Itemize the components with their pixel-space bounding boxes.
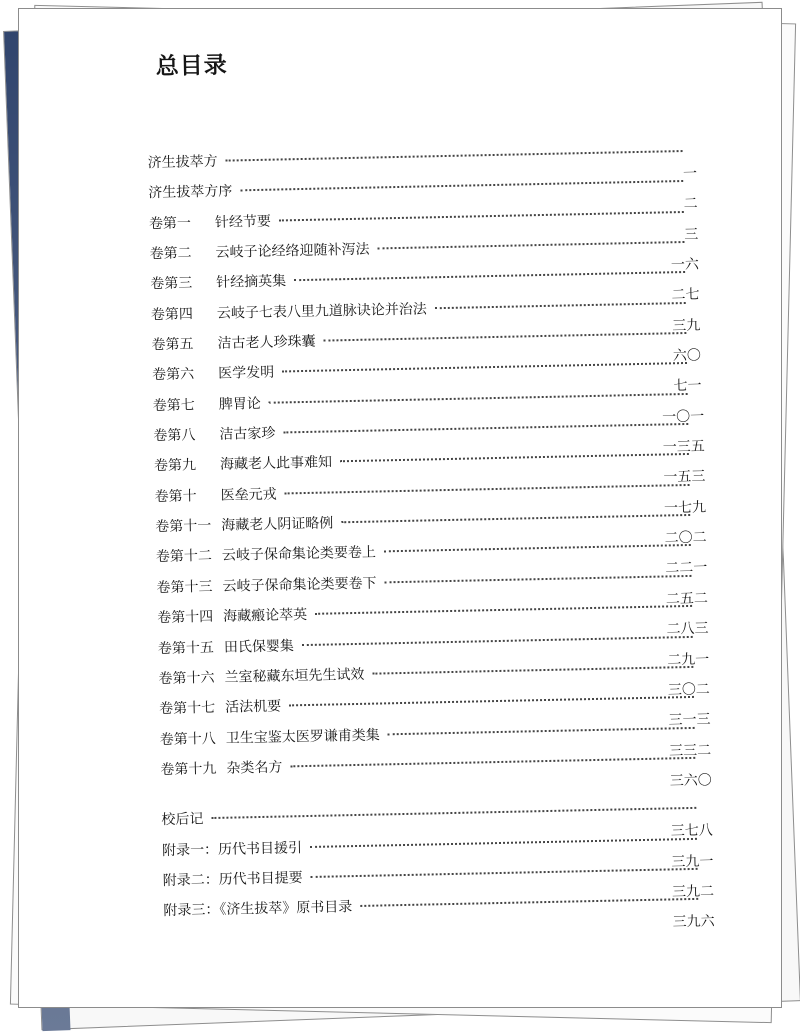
toc-dot-leader <box>289 696 694 706</box>
toc-page-number: 三 <box>684 226 699 243</box>
toc-dot-leader <box>315 605 692 615</box>
toc-entry-title: 田氏保婴集 <box>223 637 295 656</box>
toc-dot-leader <box>323 332 686 342</box>
toc-entry-title: 济生拔萃方 <box>147 153 218 172</box>
toc-entry-heading <box>161 810 203 829</box>
toc-dot-leader <box>372 666 693 675</box>
toc-entry-heading <box>153 395 261 415</box>
toc-entry-title: 兰室秘藏东垣先生试效 <box>224 666 365 686</box>
toc-entry-heading <box>153 425 275 446</box>
toc-page-number: 一七九 <box>663 499 707 517</box>
toc-entry-title: 医垒元戎 <box>220 486 277 504</box>
toc-entry-title: 云岐子七表八里九道脉诀论并治法 <box>216 301 427 322</box>
toc-entry-title: 卫生宝鉴太医罗谦甫类集 <box>225 727 380 747</box>
toc-entry-heading <box>160 726 380 749</box>
toc-entry-title: 针经摘英集 <box>216 273 287 292</box>
toc-page-number: 二五二 <box>665 590 709 608</box>
toc-entry-title: 活法机要 <box>224 698 282 716</box>
toc-dot-leader <box>285 484 690 494</box>
toc-dot-leader <box>340 453 689 462</box>
toc-dot-leader <box>279 211 684 221</box>
toc-entry-heading <box>160 758 282 779</box>
toc-dot-leader <box>294 271 685 281</box>
toc-volume-number: 卷第十 <box>154 488 197 505</box>
toc-entry-title: 校后记 <box>161 811 204 829</box>
toc-page-number: 三九 <box>672 317 701 334</box>
toc-entry-heading <box>163 898 352 920</box>
toc-entry-title: 云岐子保命集论类要卷上 <box>221 545 377 565</box>
toc-entry-heading <box>148 153 218 172</box>
toc-volume-number: 卷第六 <box>151 366 195 384</box>
table-of-contents <box>147 143 715 933</box>
toc-volume-number: 卷第十八 <box>159 730 216 748</box>
contents-page <box>18 8 782 1008</box>
toc-volume-number: 卷第十五 <box>157 639 215 657</box>
toc-entry-heading <box>154 454 332 476</box>
toc-dot-leader <box>360 898 698 907</box>
toc-page-number: 三九一 <box>671 853 714 870</box>
toc-volume-number: 卷第九 <box>153 457 197 475</box>
toc-dot-leader <box>388 726 695 734</box>
toc-page-number: 二七 <box>671 287 700 304</box>
toc-page-number: 二二一 <box>665 560 708 577</box>
toc-volume-number: 卷第四 <box>150 306 194 323</box>
contents-page-body <box>18 8 782 1008</box>
toc-page-number: 七一 <box>673 378 702 395</box>
toc-entry-heading <box>158 666 364 688</box>
toc-entry-title: 脾胃论 <box>218 395 261 413</box>
toc-dot-leader <box>290 757 695 767</box>
toc-entry-title: 医学发明 <box>217 365 275 383</box>
toc-entry-heading <box>163 869 303 890</box>
toc-entry-heading <box>156 544 376 567</box>
toc-entry-heading <box>155 515 333 537</box>
toc-entry-heading <box>149 212 271 233</box>
toc-entry-heading <box>158 637 294 658</box>
toc-page-number: 二九一 <box>667 651 710 668</box>
toc-entry-title: 针经节要 <box>214 213 272 231</box>
toc-volume-number: 卷第二 <box>149 245 192 263</box>
toc-dot-leader <box>226 150 683 162</box>
toc-dot-leader <box>311 868 698 878</box>
toc-volume-number: 卷第十七 <box>158 700 216 718</box>
toc-entry-title: 洁古家珍 <box>219 425 276 443</box>
toc-dot-leader <box>211 807 696 819</box>
toc-page-number: 三〇二 <box>667 681 711 699</box>
toc-dot-leader <box>378 241 685 249</box>
toc-page-number: 一〇一 <box>661 408 705 426</box>
toc-volume-number: 卷第五 <box>151 336 194 354</box>
toc-entry-heading <box>148 183 232 203</box>
toc-entry-title: 云岐子保命集论类要卷下 <box>222 575 377 595</box>
toc-entry-title: 海藏老人此事难知 <box>219 454 333 474</box>
toc-dot-leader <box>283 423 688 433</box>
toc-page-number: 一六 <box>670 256 700 274</box>
toc-entry-heading <box>155 485 277 506</box>
toc-volume-number: 卷第十九 <box>160 760 217 778</box>
toc-page-number: 三九二 <box>671 883 715 901</box>
toc-page-number: 二 <box>683 196 698 213</box>
toc-entry-title: 附录三：《济生拔萃》原书目录 <box>163 899 353 920</box>
toc-page-number: 一三五 <box>662 438 705 456</box>
toc-page-number: 一 <box>682 165 698 183</box>
toc-dot-leader <box>385 575 692 583</box>
toc-volume-number: 卷第十三 <box>156 578 213 596</box>
toc-page-number: 二八三 <box>666 620 709 638</box>
toc-entry-title: 海藏老人阴证略例 <box>221 515 334 534</box>
toc-entry-heading <box>159 698 281 719</box>
toc-dot-leader <box>435 302 686 309</box>
toc-volume-number: 卷第三 <box>150 275 193 293</box>
toc-volume-number: 卷第一 <box>148 215 192 232</box>
toc-entry-heading <box>157 606 307 627</box>
toc-entry-heading <box>152 364 274 385</box>
toc-dot-leader <box>282 362 687 372</box>
toc-page-number: 三三二 <box>668 742 712 759</box>
toc-page-number: 三六〇 <box>669 772 712 790</box>
toc-volume-number: 卷第十六 <box>158 669 215 687</box>
toc-entry-title: 附录二：历代书目提要 <box>162 870 303 889</box>
toc-page-number: 三一三 <box>668 711 711 729</box>
toc-entry-heading <box>151 333 315 354</box>
page-title: 总目录 <box>155 52 228 81</box>
toc-entry-title: 济生拔萃方序 <box>148 183 233 202</box>
toc-page-number: 一五三 <box>663 469 706 486</box>
toc-volume-number: 卷第八 <box>153 427 196 445</box>
toc-entry-heading <box>156 574 376 597</box>
toc-volume-number: 卷第十一 <box>155 518 212 536</box>
toc-page-number: 二〇二 <box>664 529 707 547</box>
toc-volume-number: 卷第十四 <box>157 609 214 627</box>
toc-volume-number: 卷第七 <box>152 397 195 414</box>
toc-dot-leader <box>341 514 690 523</box>
toc-dot-leader <box>269 393 688 404</box>
toc-entry-title: 海藏瘢论萃英 <box>223 607 308 625</box>
toc-dot-leader <box>302 635 693 645</box>
toc-entry-title: 洁古老人珍珠囊 <box>217 333 316 352</box>
toc-entry-title: 杂类名方 <box>226 759 283 777</box>
toc-volume-number: 卷第十二 <box>155 548 213 566</box>
toc-page-number: 三九六 <box>672 913 715 931</box>
toc-page-number: 六〇 <box>672 347 702 365</box>
toc-entry-heading <box>149 241 369 264</box>
toc-entry-title: 附录一：历代书目援引 <box>161 839 303 859</box>
toc-dot-leader <box>240 180 683 191</box>
toc-entry-title: 云岐子论经络迎随补泻法 <box>215 241 370 261</box>
toc-dot-leader <box>310 837 697 847</box>
toc-page-number: 三七八 <box>670 822 713 840</box>
toc-entry-heading <box>150 273 286 294</box>
toc-entry-heading <box>162 839 302 860</box>
toc-dot-leader <box>384 544 691 552</box>
